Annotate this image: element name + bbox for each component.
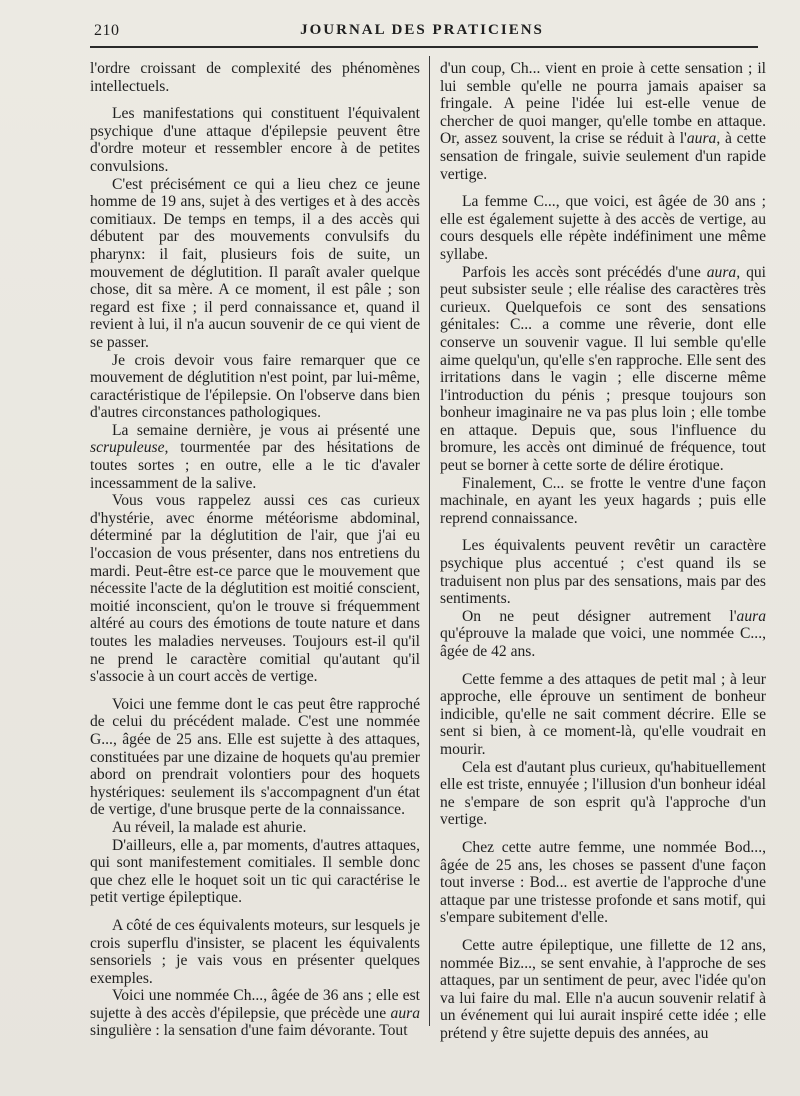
italic-term: aura xyxy=(736,607,766,625)
paragraph: D'ailleurs, elle a, par moments, d'autres attaques, qui sont manifestement comitiales. Il semble donc que chez elle le hoquet soit un tic qui caractérise le petit vertige épileptique. xyxy=(90,836,420,907)
italic-term: aura xyxy=(390,1004,420,1022)
paragraph: Voici une femme dont le cas peut être rapproché de celui du précédent malade. C'est une nommée G..., âgée de 25 ans. Elle est sujette à des attaques, constituées par une dizaine de hoquets qu'au premier abord on prendrait volontiers pour des hoquets hystériques: seulement ils s'accompagnent d'un état de vertige, d'une brusque perte de la connaissance. xyxy=(90,695,420,819)
italic-term: aura, xyxy=(706,263,741,281)
page-number: 210 xyxy=(94,22,120,39)
column-divider xyxy=(429,56,430,1026)
paragraph: Les équivalents peuvent revêtir un caractère psychique plus accentué ; c'est quand ils se traduisent non plus par des sensations, mais par des sentiments. xyxy=(440,537,766,608)
paragraph: Parfois les accès sont précédés d'une aura, qui peut subsister seule ; elle réalise des caractères très curieux. Quelquefois ce sont des sensations génitales: C... a comme une rêverie, dont elle conserve un souvenir vague. Il lui semble qu'elle aime quelqu'un, qu'elle s'en rapproche. Elle sent des irritations dans le vagin ; elle discerne même l'introduction du pénis ; presque toujours son bonheur imaginaire ne va pas plus loin ; elle tombe en attaque. Depuis que, sous l'influence du bromure, les accès ont diminué de fréquence, tout peut se borner à cette sorte de délire érotique. xyxy=(440,263,766,475)
paragraph: Cette autre épileptique, une fillette de 12 ans, nommée Biz..., se sent envahie, à l'approche de ses attaques, par un sentiment de peur, avec l'idée qu'on va lui faire du mal. Elle n'a aucun souvenir relatif à un événement qui lui aurait inspiré cette idée ; elle prétend y être sujette depuis des années, au xyxy=(440,936,766,1042)
paragraph: La femme C..., que voici, est âgée de 30 ans ; elle est également sujette à des accès de vertige, au cours desquels elle répète indéfiniment une même syllabe. xyxy=(440,193,766,263)
page-header xyxy=(84,18,760,44)
paragraph: Cette femme a des attaques de petit mal ; à leur approche, elle éprouve un sentiment de bonheur indicible, qu'elle ne sait comment décrire. Elle se sent si bien, à ce moment-là, qu'elle voudrait en mourir. xyxy=(440,670,766,758)
paragraph: d'un coup, Ch... vient en proie à cette sensation ; il lui semble qu'elle ne pourra jamais apaiser sa fringale. A peine l'idée lui est-elle venue de chercher de quoi manger, qu'elle tombe en attaque. Or, assez souvent, la crise se réduit à l'aura, à cette sensation de fringale, suivie seulement d'un rapide vertige. xyxy=(440,60,767,183)
header-rule xyxy=(90,46,758,48)
paragraph: A côté de ces équivalents moteurs, sur lesquels je crois superflu d'insister, se placent les équivalents sensoriels ; je vais vous en présenter quelques exemples. xyxy=(90,916,420,987)
paragraph: La semaine dernière, je vous ai présenté une scrupuleuse, tourmentée par des hésitations de toutes sortes ; en outre, elle a le tic d'avaler incessamment de la salive. xyxy=(90,421,420,492)
paragraph: Finalement, C... se frotte le ventre d'une façon machinale, en ayant les yeux hagards ; puis elle reprend connaissance. xyxy=(440,474,766,527)
paragraph: Les manifestations qui constituent l'équivalent psychique d'une attaque d'épilepsie peuvent être d'ordre moteur et ressembler encore à de petites convulsions. xyxy=(90,105,420,175)
paragraph: Chez cette autre femme, une nommée Bod..., âgée de 25 ans, les choses se passent d'une façon tout inverse : Bod... est avertie de l'approche d'une attaque par une tristesse profonde et sans motif, qui s'empare subitement d'elle. xyxy=(440,838,766,927)
paragraph: Voici une nommée Ch..., âgée de 36 ans ; elle est sujette à des accès d'épilepsie, que précède une aura singulière : la sensation d'une faim dévorante. Tout xyxy=(90,987,420,1040)
paragraph: On ne peut désigner autrement l'aura qu'éprouve la malade que voici, une nommée C..., âgée de 42 ans. xyxy=(440,607,766,660)
running-title: JOURNAL DES PRATICIENS xyxy=(300,22,544,38)
italic-term: scrupuleuse, xyxy=(90,439,169,457)
paragraph: Je crois devoir vous faire remarquer que ce mouvement de déglutition n'est point, par lui-même, caractéristique de l'épilepsie. On l'observe dans bien d'autres circonstances pathologiques. xyxy=(90,351,420,422)
paragraph: Vous vous rappelez aussi ces cas curieux d'hystérie, avec énorme météorisme abdominal, déterminé par la déglutition de l'air, que j'ai eu l'occasion de vous présenter, dans nos entretiens du mardi. Peut-être est-ce parce que le mouvement que nécessite l'acte de la déglutition est moitié conscient, moitié inconscient, qu'on le trouve si fréquemment altéré au cours des émotions de toute nature et dans toutes les maladies nerveuses. Toujours est-il qu'il ne prend le caractère comitial qu'autant qu'il s'associe à un court accès de vertige. xyxy=(90,492,420,686)
italic-term: aura xyxy=(686,130,717,148)
left-column xyxy=(90,60,420,1040)
right-column xyxy=(440,60,766,1042)
paragraph: l'ordre croissant de complexité des phénomènes intellectuels. xyxy=(90,60,420,95)
paragraph: Au réveil, la malade est ahurie. xyxy=(112,818,307,836)
paragraph: Cela est d'autant plus curieux, qu'habituellement elle est triste, ennuyée ; l'illusion d'un bonheur idéal ne s'empare de son esprit qu'à l'approche d'un vertige. xyxy=(440,758,766,829)
paragraph: C'est précisément ce qui a lieu chez ce jeune homme de 19 ans, sujet à des vertiges et à des accès comitiaux. De temps en temps, il a des accès qui débutent par des mouvements convulsifs du pharynx: il fait, plusieurs fois de suite, un mouvement de déglutition. Il paraît avaler quelque chose, dit sa mère. A ce moment, il est pâle ; son regard est fixe ; il perd connaissance et, quand il revient à lui, il n'a aucun souvenir de ce qui vient de se passer. xyxy=(90,175,420,351)
